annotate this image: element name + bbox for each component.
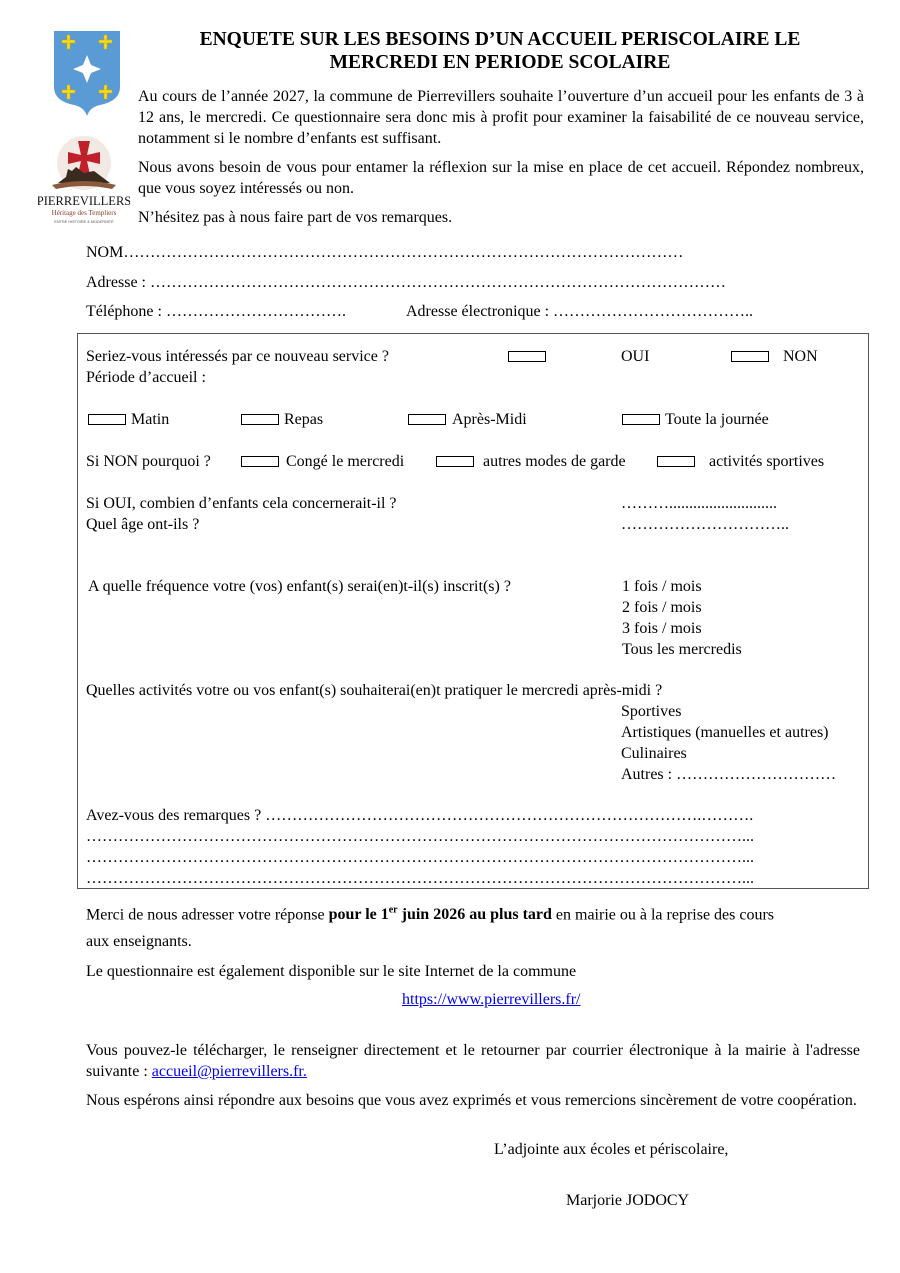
telephone-field[interactable]: Téléphone : ……………………………. [86, 303, 346, 320]
download-instructions [86, 1040, 860, 1082]
deadline-sup: er [388, 905, 398, 916]
checkbox-toute-la-journee[interactable] [622, 414, 660, 425]
return-instructions [86, 900, 860, 925]
activity-option[interactable]: Sportives [621, 703, 682, 720]
website-text: Le questionnaire est également disponible sur le site Internet de la commune [86, 963, 577, 980]
label-oui: OUI [621, 348, 650, 365]
label-activites-sportives: activités sportives [709, 453, 825, 470]
activity-option[interactable]: Autres : ………………………… [621, 766, 837, 783]
q-how-many: Si OUI, combien d’enfants cela concernerait-il ? [86, 495, 397, 512]
deadline-part-b: juin 2026 au plus tard [397, 906, 552, 924]
label-repas: Repas [284, 411, 324, 428]
checkbox-activites-sportives[interactable] [657, 456, 695, 467]
town-name: PIERREVILLERS [38, 194, 130, 208]
q-why-not: Si NON pourquoi ? [86, 453, 211, 470]
checkbox-matin[interactable] [88, 414, 126, 425]
town-subtitle: ENTRE HISTOIRE & MODERNITÉ [54, 220, 114, 224]
frequency-option[interactable]: Tous les mercredis [622, 641, 742, 658]
checkbox-non[interactable] [731, 351, 769, 362]
intro-section-2 [138, 157, 864, 199]
closing-text: Nous espérons ainsi répondre aux besoins que vous avez exprimés et vous remercions sincèrement de votre coopération. [86, 1092, 857, 1109]
adresse-field[interactable]: Adresse : ……………………………………………………………………………………………… [86, 274, 726, 291]
nom-field[interactable]: NOM…………………………………………………………………………………………… [86, 244, 684, 261]
intro-paragraph-2: Nous avons besoin de vous pour entamer la réflexion sur la mise en place de cet accueil. Répondez nombreux, que vous soyez intéressés ou non. [138, 159, 864, 197]
signature-role: L’adjointe aux écoles et périscolaire, [494, 1141, 729, 1158]
email-field[interactable]: Adresse électronique : ……………………………….. [406, 303, 754, 320]
label-apres-midi: Après-Midi [452, 411, 527, 428]
label-toute-la-journee: Toute la journée [665, 411, 769, 428]
checkbox-repas[interactable] [241, 414, 279, 425]
how-many-field[interactable]: ………........................... [621, 495, 777, 512]
frequency-option[interactable]: 2 fois / mois [622, 599, 702, 616]
activity-option[interactable]: Culinaires [621, 745, 687, 762]
intro-section [138, 86, 864, 149]
label-non: NON [783, 348, 818, 365]
checkbox-apres-midi[interactable] [408, 414, 446, 425]
remark-line[interactable]: ……………………………………………………………………………………………………………... [86, 849, 754, 866]
frequency-options [622, 576, 742, 660]
label-matin: Matin [131, 411, 170, 428]
pierrevillers-logo [38, 133, 130, 228]
title-line-1: ENQUETE SUR LES BESOINS D’UN ACCUEIL PERISCOLAIRE LE [199, 29, 801, 50]
q-period: Période d’accueil : [86, 369, 206, 386]
remark-line[interactable]: ……………………………………………………………………………………………………………... [86, 870, 754, 887]
website-link[interactable]: https://www.pierrevillers.fr/ [402, 991, 581, 1008]
label-conge: Congé le mercredi [286, 453, 405, 470]
q-frequency: A quelle fréquence votre (vos) enfant(s) serai(en)t-il(s) inscrit(s) ? [88, 578, 511, 595]
intro-paragraph-1: Au cours de l’année 2027, la commune de Pierrevillers souhaite l’ouverture d’un accueil pour les enfants de 3 à 12 ans, le mercredi. Ce questionnaire sera donc mis à profit pour examiner la faisabilité de ce nouveau service, notamment si le nombre d’enfants est suffisant. [138, 88, 864, 147]
town-tagline: Héritage des Templiers [51, 209, 117, 217]
return-text-post: en mairie ou à la reprise des cours [551, 906, 775, 924]
download-text: Vous pouvez-le télécharger, le renseigner directement et le retourner par courrier électronique à la mairie à l'adresse suivante : [86, 1042, 860, 1080]
q-activities: Quelles activités votre ou vos enfant(s) souhaiterai(en)t pratiquer le mercredi après-midi ? [86, 682, 663, 699]
intro-paragraph-3: N’hésitez pas à nous faire part de vos remarques. [138, 209, 453, 226]
title-line-2: MERCREDI EN PERIODE SCOLAIRE [329, 52, 671, 73]
remark-line[interactable]: ……………………………………………………………………………………………………………... [86, 828, 754, 845]
activity-option[interactable]: Artistiques (manuelles et autres) [621, 724, 829, 741]
questionnaire-box [77, 333, 869, 889]
checkbox-oui[interactable] [508, 351, 546, 362]
label-autres-modes: autres modes de garde [483, 453, 626, 470]
return-line-2: aux enseignants. [86, 933, 192, 950]
checkbox-conge[interactable] [241, 456, 279, 467]
return-deadline [329, 906, 552, 923]
age-field[interactable]: ………………………….. [621, 516, 789, 533]
q-age: Quel âge ont-ils ? [86, 516, 200, 533]
email-link[interactable]: accueil@pierrevillers.fr. [151, 1063, 307, 1080]
frequency-option[interactable]: 3 fois / mois [622, 620, 702, 637]
return-text-pre: Merci de nous adresser votre réponse [86, 906, 329, 924]
q-interested: Seriez-vous intéressés par ce nouveau service ? [86, 348, 389, 365]
coat-of-arms-icon [52, 29, 122, 117]
activity-options [621, 701, 836, 785]
signature-name: Marjorie JODOCY [566, 1192, 690, 1209]
frequency-option[interactable]: 1 fois / mois [622, 578, 702, 595]
checkbox-autres-modes[interactable] [436, 456, 474, 467]
page-title [150, 28, 850, 74]
q-remarks[interactable]: Avez-vous des remarques ? ……………………………………………………………………….………. [86, 807, 754, 824]
deadline-part-a: pour le 1 [328, 906, 389, 924]
intro-section-3 [138, 207, 864, 228]
